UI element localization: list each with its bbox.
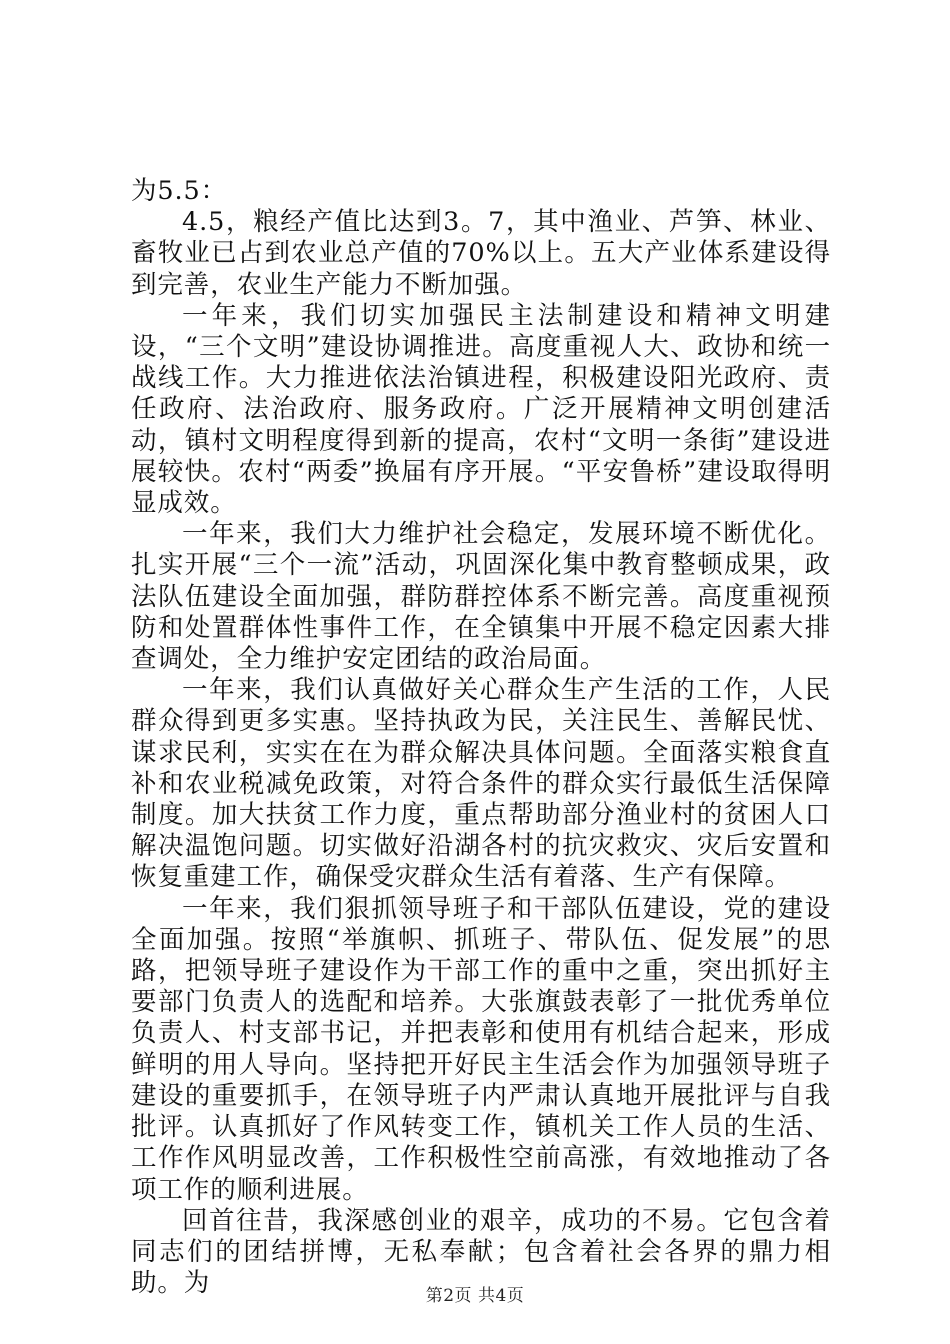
paragraph-2: 4.5，粮经产值比达到3。7，其中渔业、芦笋、林业、畜牧业已占到农业总产值的70%以上。五大产业体系建设得到完善，农业生产能力不断加强。 bbox=[131, 207, 831, 300]
paragraph-7: 回首往昔，我深感创业的艰辛，成功的不易。它包含着同志们的团结拼博，无私奉献；包含着社会各界的鼎力相助。为 bbox=[131, 1205, 831, 1299]
paragraph-3: 一年来，我们切实加强民主法制建设和精神文明建设，“三个文明”建设协调推进。高度重视人大、政协和统一战线工作。大力推进依法治镇进程，积极建设阳光政府、责任政府、法治政府、服务政府。广泛开展精神文明创建活动，镇村文明程度得到新的提高，农村“文明一条街”建设进展较快。农村“两委”换届有序开展。“平安鲁桥”建设取得明显成效。 bbox=[131, 300, 831, 519]
paragraph-6: 一年来，我们狠抓领导班子和干部队伍建设，党的建设全面加强。按照“举旗帜、抓班子、带队伍、促发展”的思路，把领导班子建设作为干部工作的重中之重，突出抓好主要部门负责人的选配和培养。大张旗鼓表彰了一批优秀单位负责人、村支部书记，并把表彰和使用有机结合起来，形成鲜明的用人导向。坚持把开好民主生活会作为加强领导班子建设的重要抓手，在领导班子内严肃认真地开展批评与自我批评。认真抓好了作风转变工作，镇机关工作人员的生活、工作作风明显改善，工作积极性空前高涨，有效地推动了各项工作的顺利进展。 bbox=[131, 893, 831, 1205]
document-body bbox=[131, 176, 831, 1299]
paragraph-1: 为5.5： bbox=[131, 176, 228, 206]
page-footer: 第2页 共4页 bbox=[425, 1286, 525, 1306]
paragraph-4: 一年来，我们大力维护社会稳定，发展环境不断优化。扎实开展“三个一流”活动，巩固深化集中教育整顿成果，政法队伍建设全面加强，群防群控体系不断完善。高度重视预防和处置群体性事件工作，在全镇集中开展不稳定因素大排查调处，全力维护安定团结的政治局面。 bbox=[131, 519, 831, 675]
paragraph-5: 一年来，我们认真做好关心群众生产生活的工作，人民群众得到更多实惠。坚持执政为民，关注民生、善解民忧、谋求民利，实实在在为群众解决具体问题。全面落实粮食直补和农业税减免政策，对符合条件的群众实行最低生活保障制度。加大扶贫工作力度，重点帮助部分渔业村的贫困人口解决温饱问题。切实做好沿湖各村的抗灾救灾、灾后安置和恢复重建工作，确保受灾群众生活有着落、生产有保障。 bbox=[131, 675, 831, 893]
